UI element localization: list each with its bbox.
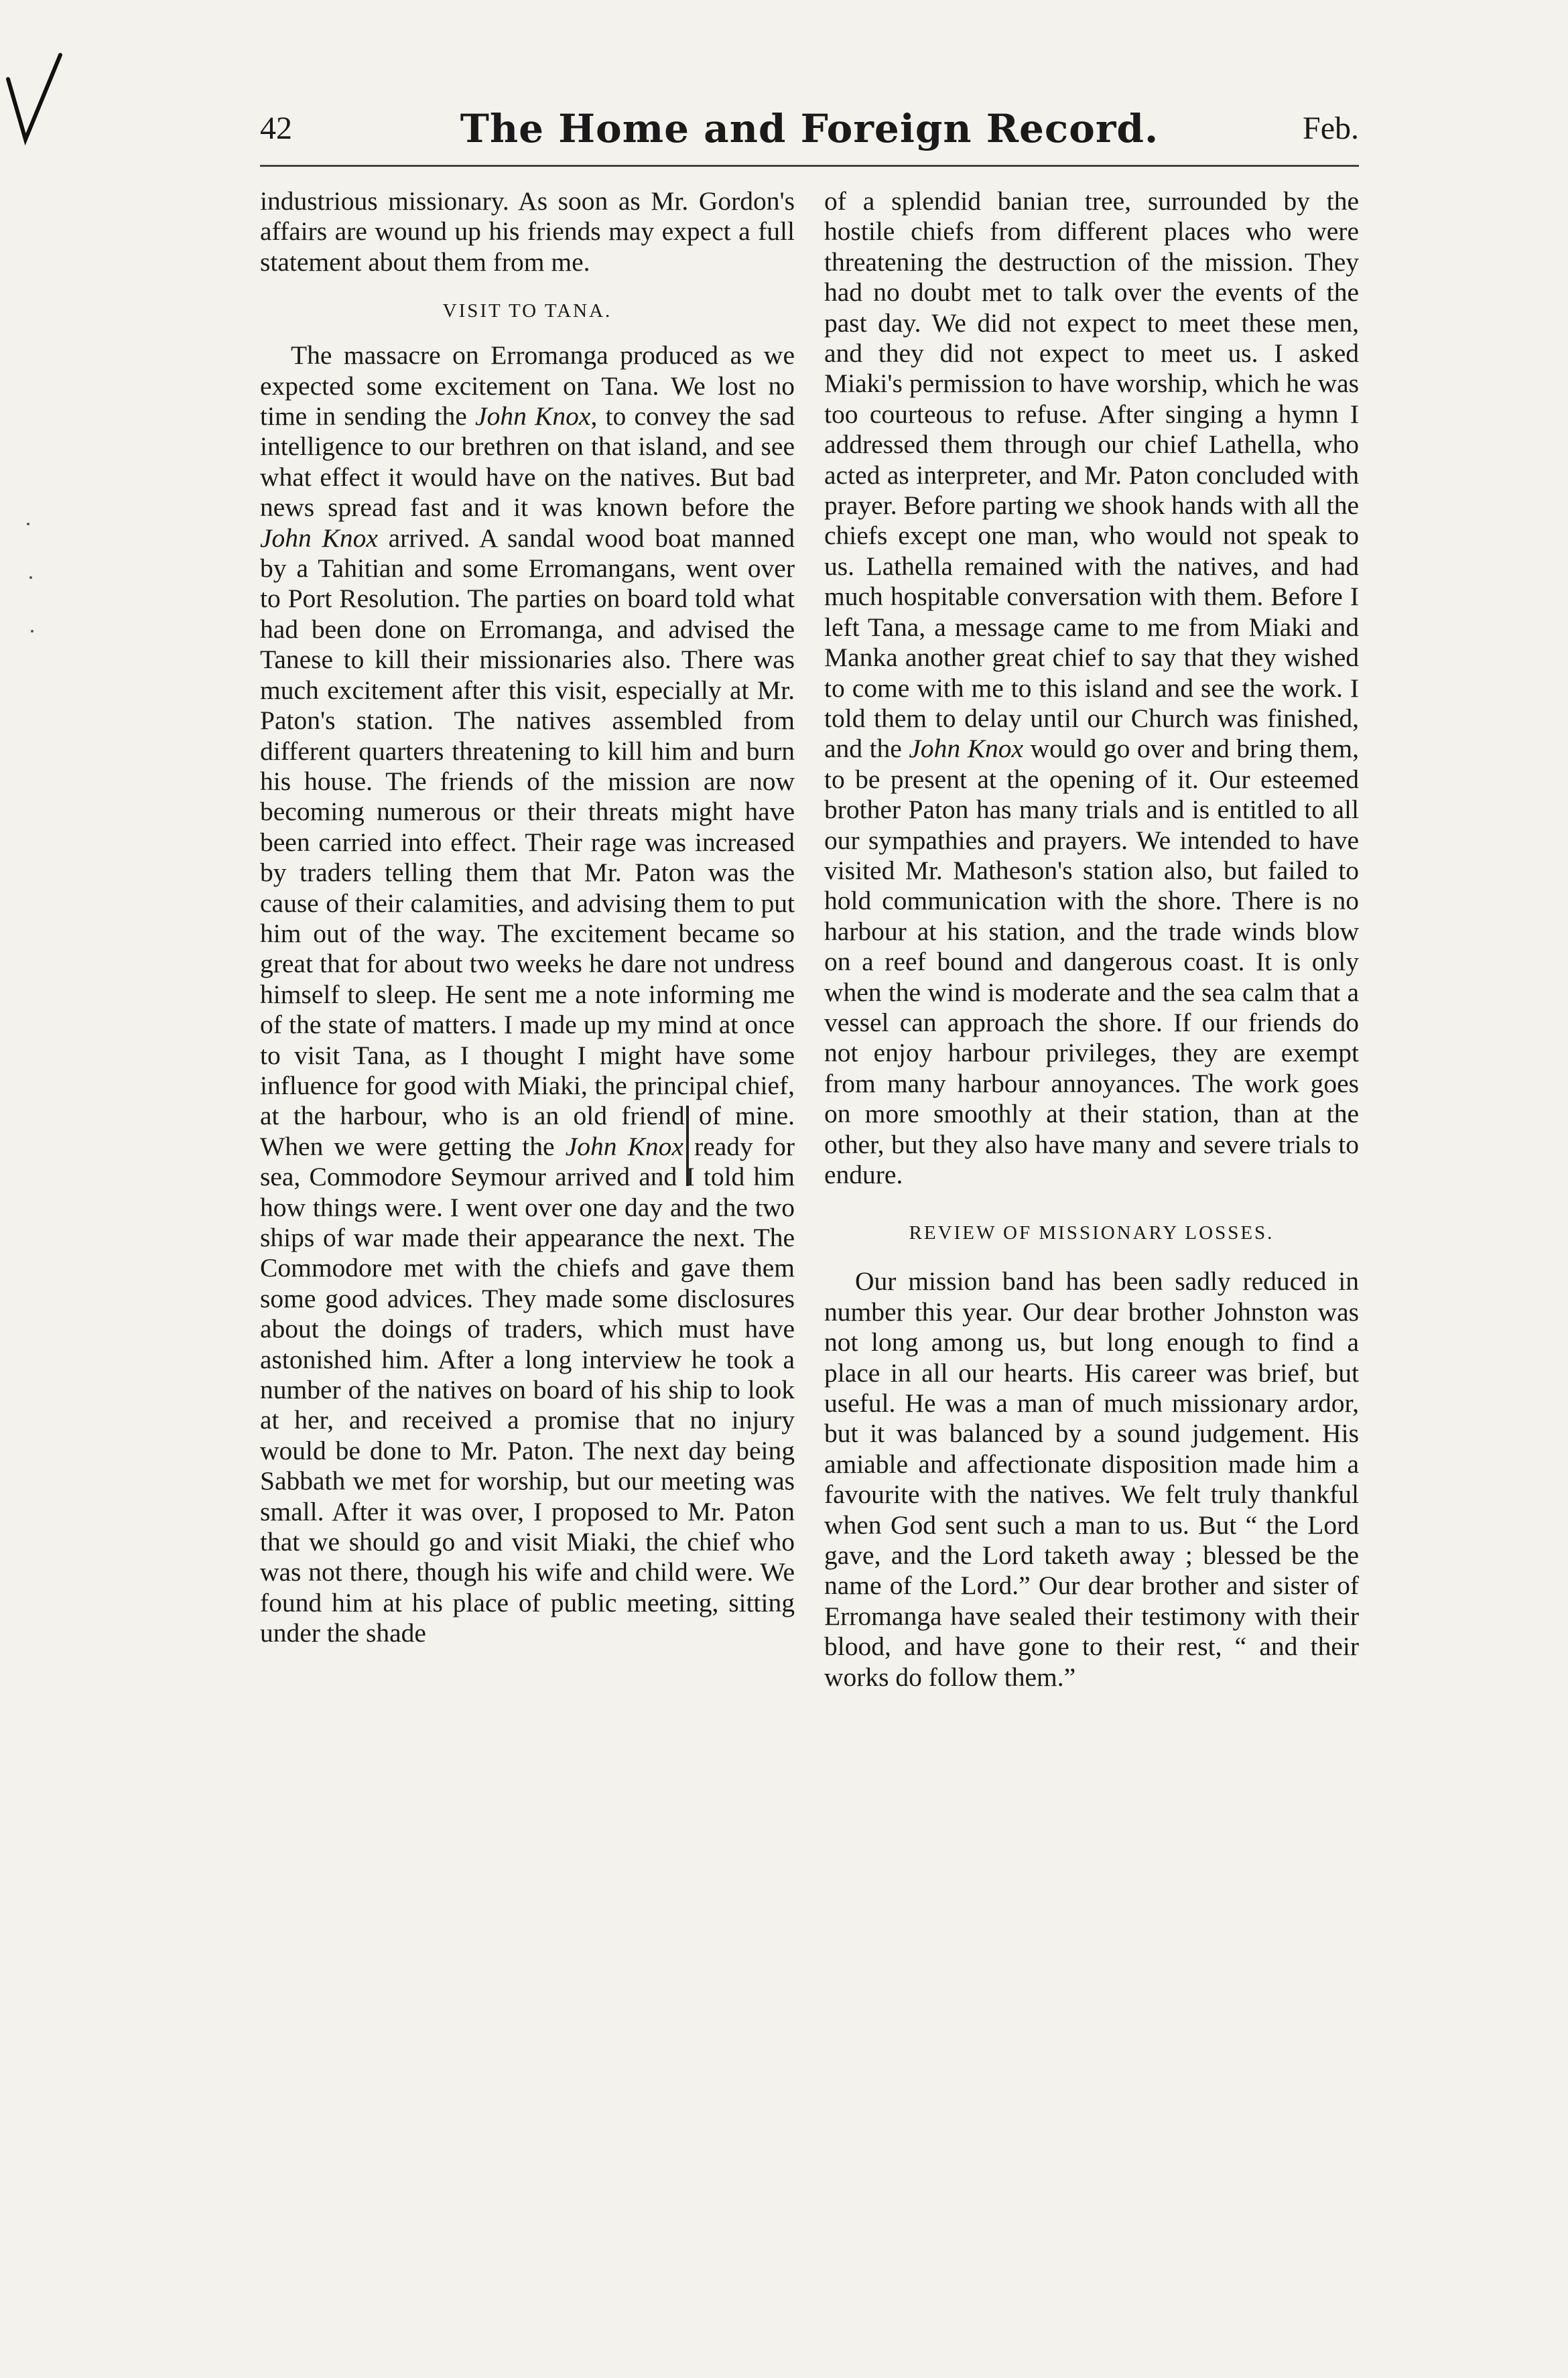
page-header [260,106,1359,159]
running-title: The Home and Foreign Record. [460,106,1159,151]
issue-month: Feb. [1303,111,1359,146]
right-column [824,186,1359,1693]
section-heading-review-of-missionary-losses: REVIEW OF MISSIONARY LOSSES. [909,1222,1275,1244]
paragraph: industrious missionary. As soon as Mr. Gordon's affairs are wound up his friends may expect a full statement about them from me. [260,186,795,277]
paragraph: Our mission band has been sadly reduced in number this year. Our dear brother Johnston was not long among us, but long enough to find a place in all our hearts. His career was brief, but useful. He was a man of much missionary ardor, but it was balanced by a sound judgement. His amiable and affectionate disposition made him a favourite with the natives. We felt truly thankful when God sent such a man to us. But “ the Lord gave, and the Lord taketh away ; blessed be the name of the Lord.” Our dear brother and sister of Erromanga have sealed their testimony with their blood, and have gone to their rest, “ and their works do follow them.” [824,1266,1359,1692]
ship-name: John Knox [565,1131,683,1161]
pencil-tick-mark [5,52,66,159]
paragraph: The massacre on Erromanga produced as we expected some excitement on Tana. We lost no time in sending the John Knox, to convey the sad intelligence to our brethren on that island, and see what effect it would have on the natives. But bad news spread fast and it was known before the John Knox arrived. A sandal wood boat manned by a Tahitian and some Erromangans, went over to Port Resolution. The parties on board told what had been done on Erromanga, and advised the Tanese to kill their missionaries also. There was much excitement after this visit, especially at Mr. Paton's station. The natives assembled from different quarters threatening to kill him and burn his house. The friends of the mission are now becoming numerous or their threats might have been carried into effect. Their rage was increased by traders telling them that Mr. Paton was the cause of their calamities, and advising them to put him out of the way. The excitement became so great that for about two weeks he dare not undress himself to sleep. He sent me a note informing me of the state of matters. I made up my mind at once to visit Tana, as I thought I might have some influence for good with Miaki, the principal chief, at the harbour, who is an old friend of mine. When we were getting the John Knox ready for sea, Commodore Seymour arrived and I told him how things were. I went over one day and the two ships of war made their appearance the next. The Commodore met with the chiefs and gave them some good advices. They made some disclosures about the doings of traders, which must have astonished him. After a long interview he took a number of the natives on board of his ship to look at her, and received a promise that no injury would be done to Mr. Paton. The next day being Sabbath we met for worship, but our meeting was small. After it was over, I proposed to Mr. Paton that we should go and visit Miaki, the chief who was not there, though his wife and child were. We found him at his place of public meeting, sitting under the shade [260,340,795,1648]
header-rule [260,165,1359,167]
ship-name: John Knox [475,401,591,432]
left-column [260,186,795,1649]
page-number: 42 [260,111,292,146]
section-heading-visit-to-tana: VISIT TO TANA. [442,300,612,322]
margin-speck [31,630,34,633]
ship-name: John Knox [909,734,1024,764]
paragraph: of a splendid banian tree, surrounded by the hostile chiefs from different places who were threatening the destruction of the mission. They had no doubt met to talk over the events of the past day. We did not expect to meet these men, and they did not expect to meet us. I asked Miaki's permission to have worship, which he was too courteous to refuse. After singing a hymn I addressed them through our chief Lathella, who acted as interpreter, and Mr. Paton concluded with prayer. Before parting we shook hands with all the chiefs except one man, who would not speak to us. Lathella remained with the natives, and had much hospitable conversation with them. Before I left Tana, a message came to me from Miaki and Manka another great chief to say that they wished to come with me to this island and see the work. I told them to delay until our Church was finished, and the John Knox would go over and bring them, to be present at the opening of it. Our esteemed brother Paton has many trials and is entitled to all our sympathies and prayers. We intended to have visited Mr. Matheson's station also, but failed to hold communication with the shore. There is no harbour at his station, and the trade winds blow on a reef bound and dangerous coast. It is only when the wind is moderate and the sea calm that a vessel can approach the shore. If our friends do not enjoy harbour privileges, they are exempt from many harbour annoyances. The work goes on more smoothly at their station, than at the other, but they also have many and severe trials to endure. [824,186,1359,1189]
ship-name: John Knox [260,523,378,553]
margin-speck [29,576,32,579]
margin-speck [27,523,29,525]
